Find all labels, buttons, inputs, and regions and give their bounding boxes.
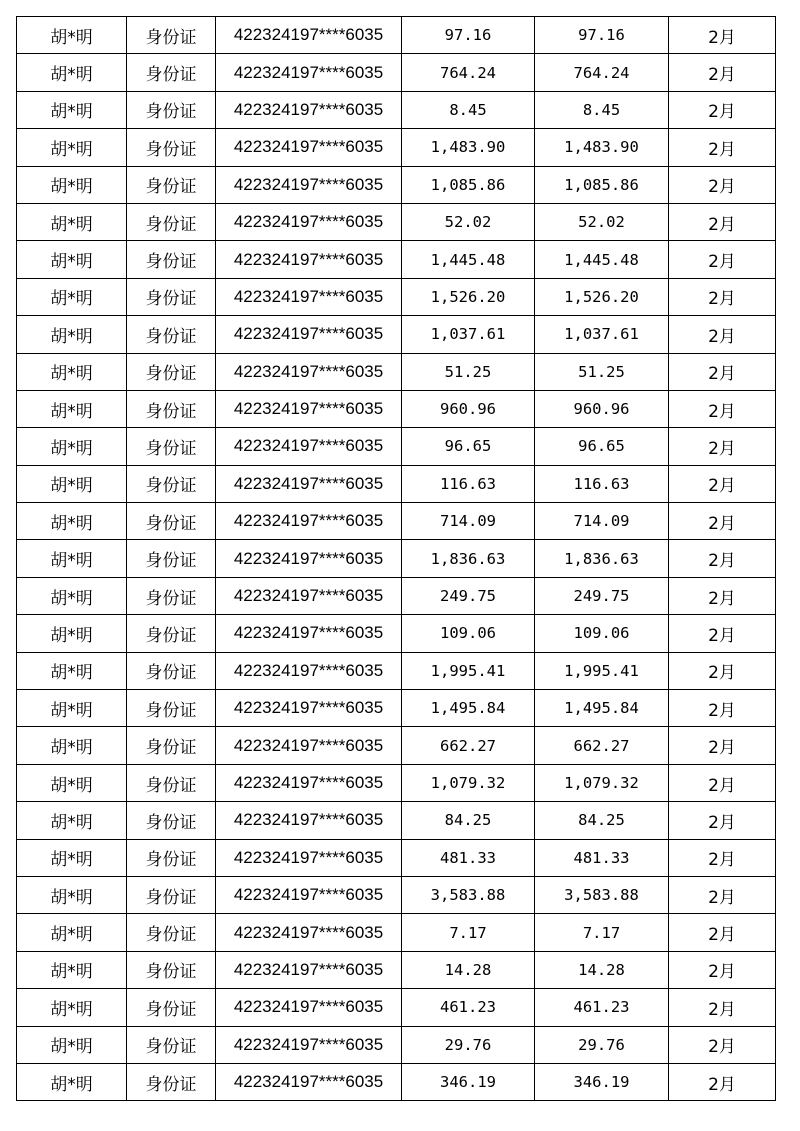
id-type-cell: 身份证 [127, 727, 216, 764]
month-cell: 2月 [669, 690, 776, 727]
amount-cell: 84.25 [535, 802, 669, 839]
table-body [17, 17, 776, 1101]
id-number-cell: 422324197****6035 [216, 503, 402, 540]
id-number-cell: 422324197****6035 [216, 278, 402, 315]
month-cell: 2月 [669, 802, 776, 839]
id-number-cell: 422324197****6035 [216, 17, 402, 54]
id-type-cell: 身份证 [127, 91, 216, 128]
amount-cell: 1,037.61 [535, 316, 669, 353]
id-type-cell: 身份证 [127, 503, 216, 540]
id-type-cell: 身份证 [127, 802, 216, 839]
month-cell: 2月 [669, 577, 776, 614]
id-type-cell: 身份证 [127, 390, 216, 427]
table-row [17, 241, 776, 278]
amount-cell: 249.75 [535, 577, 669, 614]
table-row [17, 54, 776, 91]
amount-cell: 51.25 [402, 353, 535, 390]
amount-cell: 1,495.84 [535, 690, 669, 727]
amount-cell: 1,037.61 [402, 316, 535, 353]
table-row [17, 652, 776, 689]
id-type-cell: 身份证 [127, 577, 216, 614]
id-number-cell: 422324197****6035 [216, 914, 402, 951]
month-cell: 2月 [669, 615, 776, 652]
id-number-cell: 422324197****6035 [216, 577, 402, 614]
name-cell: 胡*明 [17, 615, 127, 652]
table-row [17, 1063, 776, 1100]
table-row [17, 316, 776, 353]
name-cell: 胡*明 [17, 577, 127, 614]
name-cell: 胡*明 [17, 503, 127, 540]
id-type-cell: 身份证 [127, 465, 216, 502]
table-row [17, 839, 776, 876]
name-cell: 胡*明 [17, 764, 127, 801]
id-number-cell: 422324197****6035 [216, 540, 402, 577]
id-number-cell: 422324197****6035 [216, 166, 402, 203]
id-number-cell: 422324197****6035 [216, 203, 402, 240]
amount-cell: 1,085.86 [535, 166, 669, 203]
id-type-cell: 身份证 [127, 54, 216, 91]
name-cell: 胡*明 [17, 428, 127, 465]
id-number-cell: 422324197****6035 [216, 802, 402, 839]
id-number-cell: 422324197****6035 [216, 129, 402, 166]
month-cell: 2月 [669, 91, 776, 128]
name-cell: 胡*明 [17, 278, 127, 315]
amount-cell: 14.28 [535, 951, 669, 988]
amount-cell: 1,085.86 [402, 166, 535, 203]
amount-cell: 1,836.63 [402, 540, 535, 577]
amount-cell: 714.09 [535, 503, 669, 540]
month-cell: 2月 [669, 166, 776, 203]
id-number-cell: 422324197****6035 [216, 1026, 402, 1063]
table-row [17, 203, 776, 240]
table-row [17, 989, 776, 1026]
month-cell: 2月 [669, 353, 776, 390]
month-cell: 2月 [669, 278, 776, 315]
table-row [17, 465, 776, 502]
month-cell: 2月 [669, 17, 776, 54]
amount-cell: 662.27 [535, 727, 669, 764]
name-cell: 胡*明 [17, 91, 127, 128]
name-cell: 胡*明 [17, 316, 127, 353]
amount-cell: 1,445.48 [535, 241, 669, 278]
amount-cell: 481.33 [402, 839, 535, 876]
id-number-cell: 422324197****6035 [216, 989, 402, 1026]
name-cell: 胡*明 [17, 203, 127, 240]
name-cell: 胡*明 [17, 1026, 127, 1063]
name-cell: 胡*明 [17, 951, 127, 988]
id-type-cell: 身份证 [127, 353, 216, 390]
table-row [17, 727, 776, 764]
id-number-cell: 422324197****6035 [216, 428, 402, 465]
id-type-cell: 身份证 [127, 690, 216, 727]
amount-cell: 714.09 [402, 503, 535, 540]
amount-cell: 8.45 [402, 91, 535, 128]
amount-cell: 662.27 [402, 727, 535, 764]
id-number-cell: 422324197****6035 [216, 91, 402, 128]
amount-cell: 461.23 [535, 989, 669, 1026]
month-cell: 2月 [669, 1063, 776, 1100]
id-type-cell: 身份证 [127, 839, 216, 876]
month-cell: 2月 [669, 129, 776, 166]
amount-cell: 97.16 [402, 17, 535, 54]
amount-cell: 249.75 [402, 577, 535, 614]
month-cell: 2月 [669, 764, 776, 801]
amount-cell: 960.96 [402, 390, 535, 427]
id-type-cell: 身份证 [127, 951, 216, 988]
amount-cell: 1,079.32 [535, 764, 669, 801]
amount-cell: 29.76 [402, 1026, 535, 1063]
name-cell: 胡*明 [17, 876, 127, 913]
amount-cell: 84.25 [402, 802, 535, 839]
amount-cell: 96.65 [402, 428, 535, 465]
table-row [17, 390, 776, 427]
amount-cell: 8.45 [535, 91, 669, 128]
amount-cell: 764.24 [402, 54, 535, 91]
month-cell: 2月 [669, 727, 776, 764]
payment-table [16, 16, 776, 1101]
amount-cell: 3,583.88 [402, 876, 535, 913]
table-row [17, 278, 776, 315]
table-row [17, 1026, 776, 1063]
id-number-cell: 422324197****6035 [216, 876, 402, 913]
amount-cell: 109.06 [402, 615, 535, 652]
id-number-cell: 422324197****6035 [216, 727, 402, 764]
name-cell: 胡*明 [17, 727, 127, 764]
table-row [17, 166, 776, 203]
month-cell: 2月 [669, 428, 776, 465]
table-row [17, 615, 776, 652]
name-cell: 胡*明 [17, 390, 127, 427]
table-row [17, 428, 776, 465]
month-cell: 2月 [669, 989, 776, 1026]
amount-cell: 346.19 [402, 1063, 535, 1100]
amount-cell: 3,583.88 [535, 876, 669, 913]
id-number-cell: 422324197****6035 [216, 839, 402, 876]
id-type-cell: 身份证 [127, 166, 216, 203]
month-cell: 2月 [669, 652, 776, 689]
id-type-cell: 身份证 [127, 764, 216, 801]
month-cell: 2月 [669, 839, 776, 876]
id-type-cell: 身份证 [127, 1063, 216, 1100]
name-cell: 胡*明 [17, 129, 127, 166]
id-type-cell: 身份证 [127, 652, 216, 689]
amount-cell: 96.65 [535, 428, 669, 465]
name-cell: 胡*明 [17, 652, 127, 689]
amount-cell: 1,836.63 [535, 540, 669, 577]
month-cell: 2月 [669, 316, 776, 353]
name-cell: 胡*明 [17, 914, 127, 951]
amount-cell: 346.19 [535, 1063, 669, 1100]
id-number-cell: 422324197****6035 [216, 353, 402, 390]
month-cell: 2月 [669, 54, 776, 91]
amount-cell: 109.06 [535, 615, 669, 652]
amount-cell: 1,526.20 [402, 278, 535, 315]
id-number-cell: 422324197****6035 [216, 390, 402, 427]
id-type-cell: 身份证 [127, 129, 216, 166]
amount-cell: 14.28 [402, 951, 535, 988]
amount-cell: 97.16 [535, 17, 669, 54]
amount-cell: 1,483.90 [535, 129, 669, 166]
month-cell: 2月 [669, 914, 776, 951]
table-row [17, 129, 776, 166]
table-row [17, 690, 776, 727]
month-cell: 2月 [669, 503, 776, 540]
id-type-cell: 身份证 [127, 876, 216, 913]
table-row [17, 17, 776, 54]
id-number-cell: 422324197****6035 [216, 615, 402, 652]
name-cell: 胡*明 [17, 839, 127, 876]
amount-cell: 1,483.90 [402, 129, 535, 166]
id-type-cell: 身份证 [127, 615, 216, 652]
id-number-cell: 422324197****6035 [216, 1063, 402, 1100]
amount-cell: 29.76 [535, 1026, 669, 1063]
amount-cell: 1,995.41 [535, 652, 669, 689]
name-cell: 胡*明 [17, 166, 127, 203]
id-type-cell: 身份证 [127, 1026, 216, 1063]
month-cell: 2月 [669, 390, 776, 427]
amount-cell: 7.17 [535, 914, 669, 951]
amount-cell: 52.02 [535, 203, 669, 240]
id-number-cell: 422324197****6035 [216, 690, 402, 727]
name-cell: 胡*明 [17, 802, 127, 839]
amount-cell: 1,495.84 [402, 690, 535, 727]
name-cell: 胡*明 [17, 989, 127, 1026]
table-row [17, 914, 776, 951]
table-row [17, 503, 776, 540]
name-cell: 胡*明 [17, 465, 127, 502]
table-row [17, 876, 776, 913]
id-type-cell: 身份证 [127, 203, 216, 240]
name-cell: 胡*明 [17, 241, 127, 278]
month-cell: 2月 [669, 540, 776, 577]
amount-cell: 1,526.20 [535, 278, 669, 315]
id-number-cell: 422324197****6035 [216, 951, 402, 988]
id-type-cell: 身份证 [127, 241, 216, 278]
name-cell: 胡*明 [17, 54, 127, 91]
id-number-cell: 422324197****6035 [216, 764, 402, 801]
amount-cell: 51.25 [535, 353, 669, 390]
amount-cell: 7.17 [402, 914, 535, 951]
id-number-cell: 422324197****6035 [216, 54, 402, 91]
id-number-cell: 422324197****6035 [216, 316, 402, 353]
name-cell: 胡*明 [17, 353, 127, 390]
id-type-cell: 身份证 [127, 17, 216, 54]
month-cell: 2月 [669, 203, 776, 240]
id-type-cell: 身份证 [127, 278, 216, 315]
id-type-cell: 身份证 [127, 316, 216, 353]
table-row [17, 577, 776, 614]
amount-cell: 960.96 [535, 390, 669, 427]
month-cell: 2月 [669, 241, 776, 278]
name-cell: 胡*明 [17, 540, 127, 577]
amount-cell: 461.23 [402, 989, 535, 1026]
amount-cell: 1,995.41 [402, 652, 535, 689]
table-row [17, 540, 776, 577]
amount-cell: 116.63 [402, 465, 535, 502]
amount-cell: 1,079.32 [402, 764, 535, 801]
month-cell: 2月 [669, 951, 776, 988]
id-number-cell: 422324197****6035 [216, 241, 402, 278]
month-cell: 2月 [669, 1026, 776, 1063]
amount-cell: 1,445.48 [402, 241, 535, 278]
table-row [17, 802, 776, 839]
id-type-cell: 身份证 [127, 428, 216, 465]
id-type-cell: 身份证 [127, 540, 216, 577]
amount-cell: 116.63 [535, 465, 669, 502]
id-type-cell: 身份证 [127, 989, 216, 1026]
table-row [17, 951, 776, 988]
month-cell: 2月 [669, 876, 776, 913]
table-row [17, 353, 776, 390]
id-number-cell: 422324197****6035 [216, 652, 402, 689]
table-row [17, 91, 776, 128]
amount-cell: 52.02 [402, 203, 535, 240]
table-row [17, 764, 776, 801]
amount-cell: 764.24 [535, 54, 669, 91]
id-type-cell: 身份证 [127, 914, 216, 951]
name-cell: 胡*明 [17, 690, 127, 727]
name-cell: 胡*明 [17, 17, 127, 54]
amount-cell: 481.33 [535, 839, 669, 876]
id-number-cell: 422324197****6035 [216, 465, 402, 502]
month-cell: 2月 [669, 465, 776, 502]
name-cell: 胡*明 [17, 1063, 127, 1100]
